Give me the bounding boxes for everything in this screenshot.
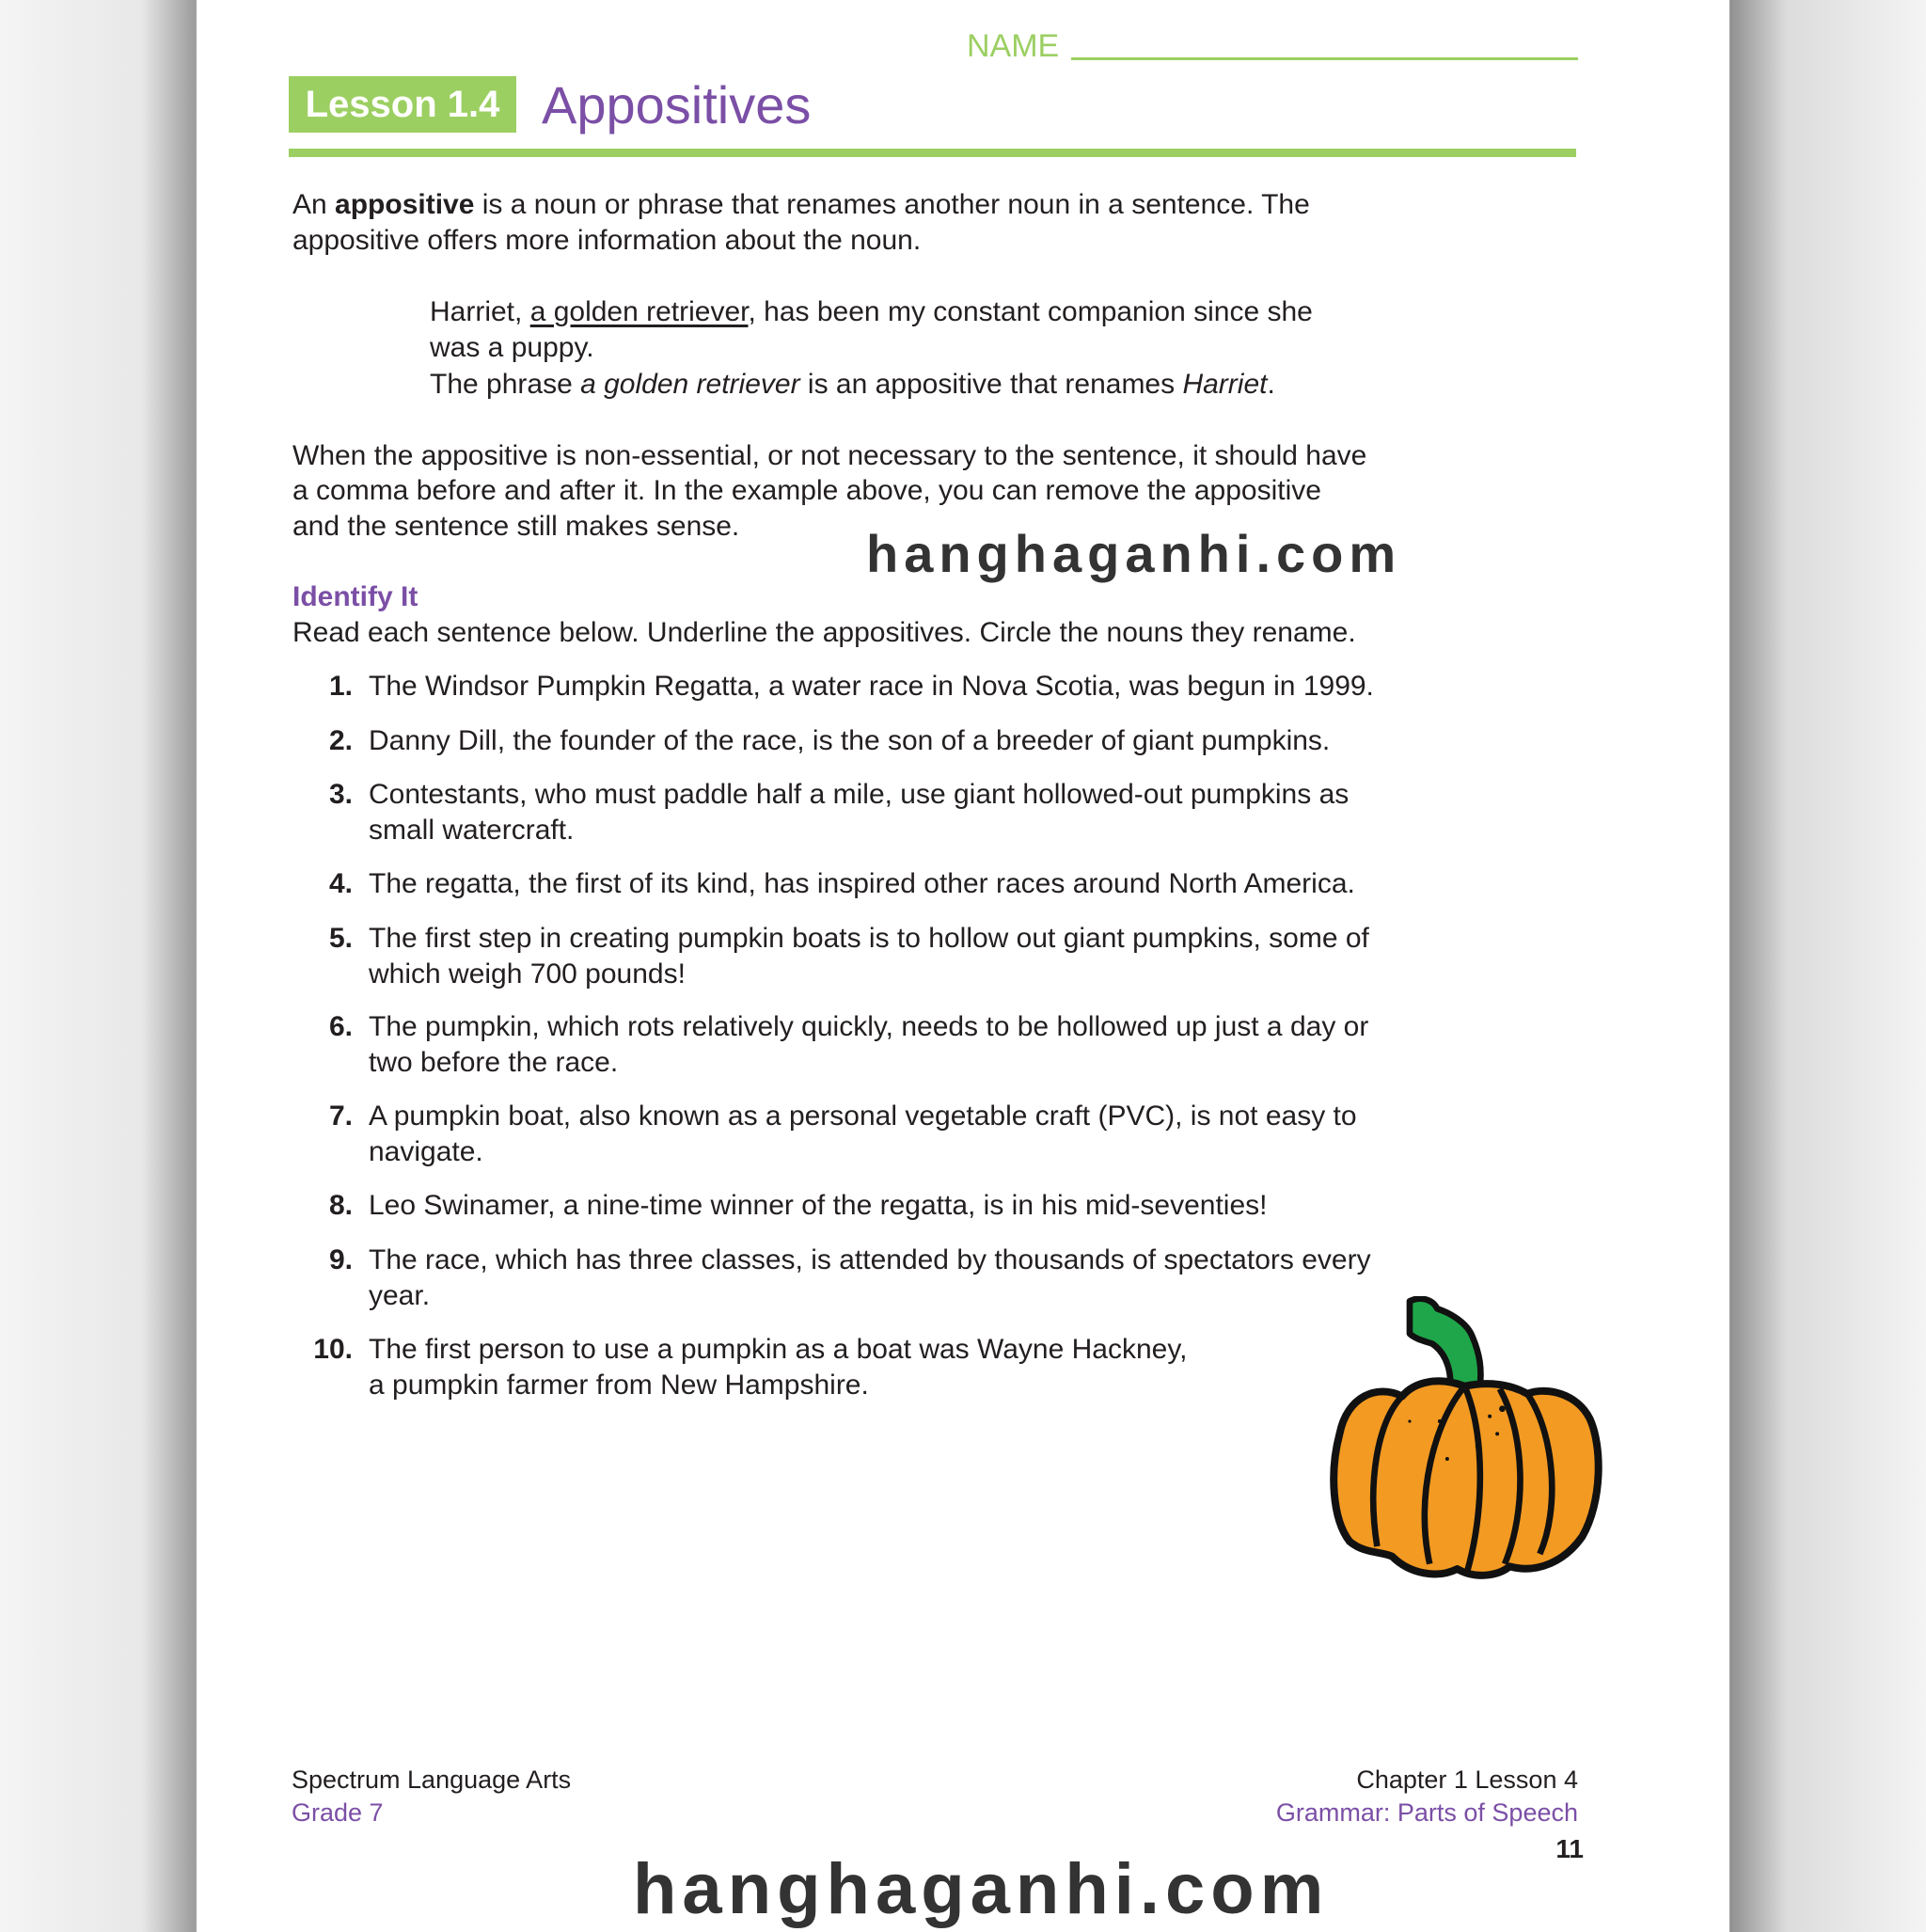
example-italic: Harriet xyxy=(1182,369,1268,400)
intro-line-2: appositive offers more information about the noun. xyxy=(292,225,922,256)
item-number: 8. xyxy=(328,1190,353,1221)
item-sentence[interactable]: The regatta, the first of its kind, has inspired other races around North America. xyxy=(369,868,1355,899)
item-sentence[interactable]: a pumpkin farmer from New Hampshire. xyxy=(369,1370,869,1401)
lesson-badge: Lesson 1.4 xyxy=(289,76,516,133)
item-sentence[interactable]: Contestants, who must paddle half a mile, use giant hollowed-out pumpkins as xyxy=(369,779,1350,810)
item-number: 3. xyxy=(328,779,353,810)
name-label: NAME xyxy=(967,28,1060,64)
footer-book-title: Spectrum Language Arts xyxy=(292,1766,572,1794)
example-text: is an appositive that renames xyxy=(799,369,1183,400)
example-line-1 xyxy=(430,294,1313,330)
item-sentence[interactable]: The pumpkin, which rots relatively quickly, needs to be hollowed up just a day or xyxy=(369,1011,1369,1042)
item-sentence[interactable]: The first person to use a pumpkin as a boat was Wayne Hackney, xyxy=(369,1334,1188,1365)
item-number: 4. xyxy=(328,868,353,899)
page-title: Appositives xyxy=(542,75,812,135)
watermark-bottom: hanghaganhi.com xyxy=(633,1849,1330,1929)
item-sentence[interactable]: two before the race. xyxy=(369,1047,619,1078)
section-instructions: Read each sentence below. Underline the appositives. Circle the nouns they rename. xyxy=(292,617,1356,648)
explanation-line-2: a comma before and after it. In the example above, you can remove the appositive xyxy=(292,475,1321,506)
item-number: 5. xyxy=(328,923,353,954)
item-sentence[interactable]: The race, which has three classes, is attended by thousands of spectators every xyxy=(369,1244,1371,1275)
item-sentence[interactable]: A pumpkin boat, also known as a personal vegetable craft (PVC), is not easy to xyxy=(369,1101,1357,1132)
item-sentence[interactable]: Danny Dill, the founder of the race, is the son of a breeder of giant pumpkins. xyxy=(369,725,1331,756)
item-sentence[interactable]: small watercraft. xyxy=(369,815,575,846)
example-line-3 xyxy=(430,367,1275,403)
term-appositive: appositive xyxy=(335,189,475,220)
item-sentence[interactable]: navigate. xyxy=(369,1136,483,1167)
item-sentence[interactable]: year. xyxy=(369,1280,431,1311)
example-text: The phrase xyxy=(430,369,581,400)
explanation-line-3: and the sentence still makes sense. xyxy=(292,511,740,542)
name-line[interactable] xyxy=(1071,57,1578,60)
item-sentence[interactable]: The Windsor Pumpkin Regatta, a water race in Nova Scotia, was begun in 1999. xyxy=(369,671,1374,702)
explanation-line-1: When the appositive is non-essential, or not necessary to the sentence, it should have xyxy=(292,440,1367,471)
watermark-middle: hanghaganhi.com xyxy=(866,524,1402,583)
title-rule xyxy=(289,149,1576,157)
item-sentence[interactable]: Leo Swinamer, a nine-time winner of the regatta, is in his mid-seventies! xyxy=(369,1190,1268,1221)
item-sentence[interactable]: which weigh 700 pounds! xyxy=(369,958,686,990)
page-number: 11 xyxy=(1555,1834,1584,1863)
example-text: . xyxy=(1267,369,1275,400)
item-sentence[interactable]: The first step in creating pumpkin boats is to hollow out giant pumpkins, some of xyxy=(369,923,1369,954)
footer-chapter: Chapter 1 Lesson 4 xyxy=(1356,1766,1578,1794)
item-number: 7. xyxy=(328,1101,353,1132)
intro-line-1 xyxy=(292,187,1310,223)
example-appositive: a golden retriever xyxy=(529,296,749,327)
example-text: Harriet, xyxy=(430,296,530,327)
item-number: 6. xyxy=(328,1011,353,1042)
example-line-2: was a puppy. xyxy=(430,332,594,363)
item-number: 9. xyxy=(328,1244,353,1275)
item-number: 10. xyxy=(313,1334,353,1365)
footer-grade: Grade 7 xyxy=(292,1798,384,1827)
item-number: 2. xyxy=(328,725,353,756)
example-text: , has been my constant companion since she xyxy=(748,296,1313,327)
section-heading: Identify It xyxy=(292,581,418,612)
intro-text: An xyxy=(292,189,336,220)
item-number: 1. xyxy=(328,671,353,702)
pumpkin-illustration xyxy=(1326,1296,1603,1584)
intro-text: is a noun or phrase that renames another noun in a sentence. The xyxy=(474,189,1310,220)
example-italic: a golden retriever xyxy=(580,369,800,400)
footer-topic: Grammar: Parts of Speech xyxy=(1275,1798,1578,1827)
